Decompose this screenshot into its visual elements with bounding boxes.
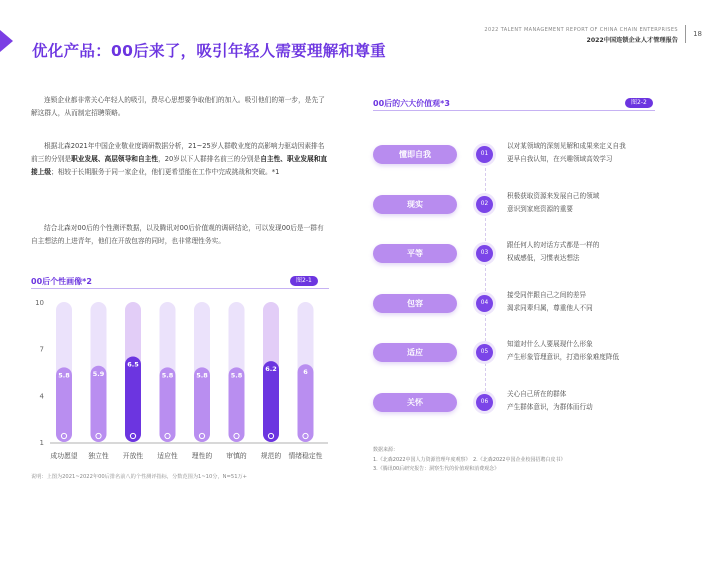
x-tick-label: 开放性 <box>122 452 144 460</box>
values-title-rule <box>373 110 655 111</box>
y-tick-label: 4 <box>39 392 44 401</box>
value-description-line: 渴求同辈归属，尊重他人不同 <box>507 303 593 312</box>
figure-badge: 图2-2 <box>625 98 653 108</box>
sources <box>373 446 566 475</box>
y-tick-label: 7 <box>39 345 44 354</box>
chart-title-rule <box>31 288 329 289</box>
x-tick-label: 理性的 <box>191 452 213 460</box>
personality-bar-chart <box>28 292 333 470</box>
value-number-badge: 04 <box>476 295 493 312</box>
bar-value-label: 5.9 <box>92 369 105 378</box>
source-line: 1.《北森2022中国人力资源管理年度观察》 2.《北森2022中国企业校园招聘白皮书》 <box>373 456 566 463</box>
report-header <box>484 27 678 44</box>
highlight-text: 职业发展、高层领导和自主性 <box>71 154 159 163</box>
y-tick-label: 10 <box>35 299 44 307</box>
bar-value-label: 5.8 <box>196 371 208 380</box>
value-pill: 现实 <box>373 195 457 214</box>
value-pill: 懂即自我 <box>373 145 457 164</box>
bar-value-label: 6.5 <box>127 360 139 369</box>
report-title-cn: 2022中国连锁企业人才管理报告 <box>586 37 678 44</box>
value-number-badge: 01 <box>476 146 493 163</box>
value-number-badge: 05 <box>476 344 493 361</box>
value-description-line: 产生形象管理意识，打造形象难度降低 <box>507 353 620 361</box>
x-tick-label: 规范的 <box>260 452 282 460</box>
page-number: 18 <box>693 30 702 38</box>
value-number-badge: 03 <box>476 245 493 262</box>
value-description-line: 积极获取资源来发展自己的领域 <box>507 191 600 200</box>
highlight-text: 自主性、职业发展和直接上级 <box>31 154 328 176</box>
conclusion-paragraph: 结合北森对00后的个性测评数据，以及腾讯对00后价值观的调研结论，可以发现00后是一群有自主想法的上进青年，他们在开放包容的同时，也非常理性务实。 <box>31 224 324 245</box>
bar-value-label: 5.8 <box>161 371 174 380</box>
bar-value-label: 5.8 <box>58 371 70 380</box>
value-description-line: 知道对什么人要展现什么形象 <box>507 340 593 348</box>
bar <box>263 361 279 442</box>
value-description <box>507 388 593 414</box>
value-pill: 关怀 <box>373 393 457 412</box>
value-pill: 包容 <box>373 294 457 313</box>
value-description <box>507 239 599 265</box>
figure-badge: 图2-1 <box>290 276 318 286</box>
bar-value-label: 5.8 <box>230 371 243 380</box>
y-tick-label: 1 <box>39 439 44 447</box>
value-description <box>507 190 599 216</box>
value-description <box>507 140 626 166</box>
sources-heading: 数据来源： <box>373 447 399 453</box>
value-description-line: 更早自我认知，在兴趣领域高效学习 <box>507 155 613 163</box>
value-description-line: 以对某领域的深刻见解和成果来定义自我 <box>507 142 626 150</box>
value-description-line: 跟任何人的对话方式都是一样的 <box>507 241 600 249</box>
value-description <box>507 338 619 364</box>
value-description-line: 关心自己所在的群体 <box>507 389 567 398</box>
value-pill: 平等 <box>373 244 457 263</box>
chart-title: 00后个性画像*2 <box>31 277 92 286</box>
value-description-line: 接受同伴跟自己之间的差异 <box>507 290 587 299</box>
value-number-badge: 02 <box>476 196 493 213</box>
x-tick-label: 审慎的 <box>226 452 247 460</box>
value-pill: 适应 <box>373 343 457 362</box>
intro-paragraph: 连锁企业都非常关心年轻人的吸引，费尽心思想要争取他们的加入。吸引他们的第一步，是先了解这群人，从而制定招聘策略。 <box>31 96 325 117</box>
research-paragraph: 根据北森2021年中国企业敬业度调研数据分析，21~25岁人群敬业度的高影响力驱动因素排名前三的分别是职业发展、高层领导和自主性，20岁以下人群排名前三的分别是自主性、职业发展和直接上级；相较于长期服务于同一家企业，他们更希望能在工作中完成挑战和突破。*1 <box>31 142 328 176</box>
corner-triangle <box>0 30 13 52</box>
x-tick-label: 情绪稳定性 <box>288 452 323 460</box>
values-title: 00后的六大价值观*3 <box>373 99 450 108</box>
source-line: 3.《腾讯00后研究报告：洞察生代的价值观和消费观念》 <box>373 466 500 472</box>
bar-value-label: 6.2 <box>265 365 277 374</box>
page-title: 优化产品：00后来了，吸引年轻人需要理解和尊重 <box>32 42 386 60</box>
bar <box>125 356 141 442</box>
x-tick-label: 适应性 <box>157 452 178 460</box>
x-tick-label: 独立性 <box>88 452 109 460</box>
value-description <box>507 289 593 315</box>
chart-note: 说明：上图为2021~2022年00后排名前八的个性测评指标，分数范围为1~10分，N=51万+ <box>31 474 248 480</box>
value-description-line: 产生群体意识，为群体而行动 <box>507 402 593 411</box>
report-title-en: 2022 TALENT MANAGEMENT REPORT OF CHINA CHAIN ENTERPRISES <box>484 27 678 33</box>
value-number-badge: 06 <box>476 394 493 411</box>
x-tick-label: 成功愿望 <box>50 452 78 460</box>
bar-value-label: 6 <box>303 368 308 377</box>
value-description-line: 权威感低，习惯表达想法 <box>507 254 580 262</box>
value-description-line: 意识到家庭资源的重要 <box>507 204 573 213</box>
header-divider <box>685 25 686 43</box>
